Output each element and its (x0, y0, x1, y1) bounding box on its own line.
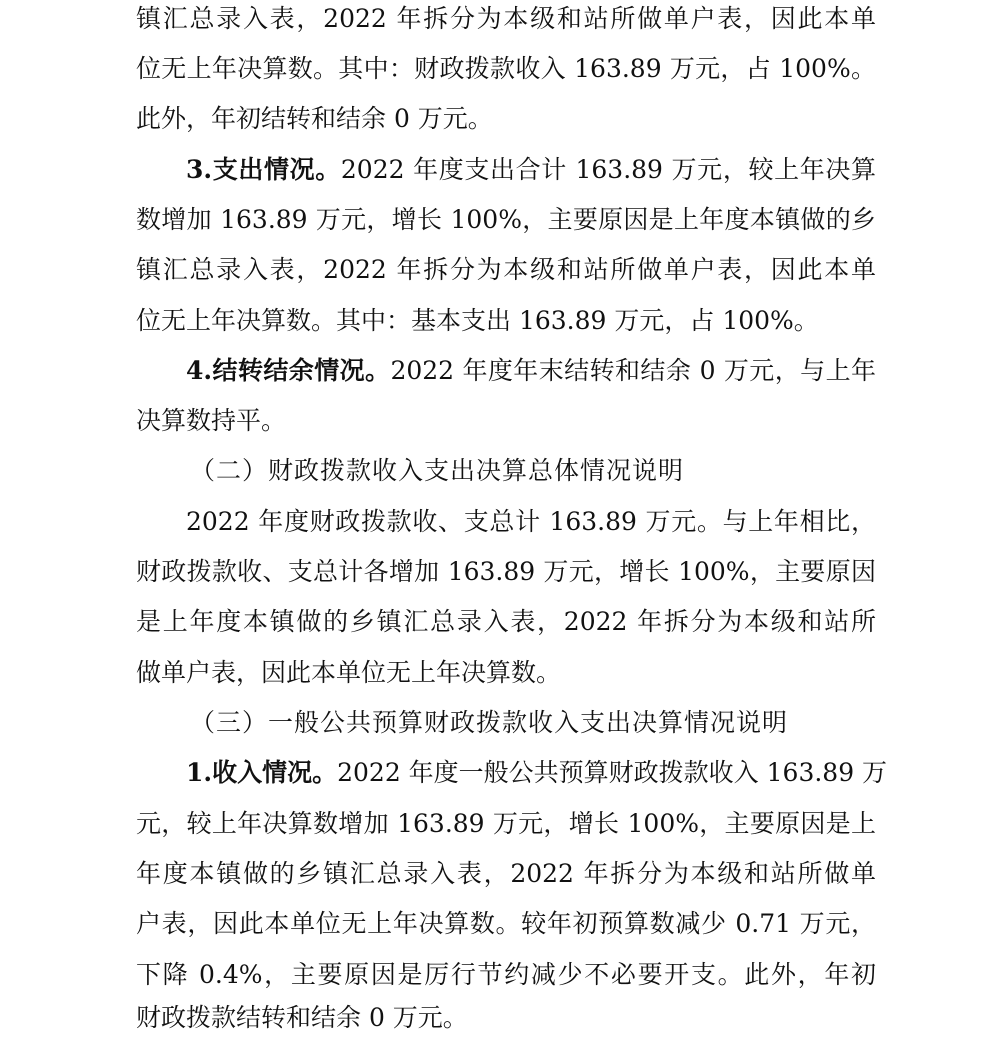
text-line: 数增加 163.89 万元，增长 100%，主要原因是上年度本镇做的乡 (136, 205, 876, 234)
text-line: 年度本镇做的乡镇汇总录入表，2022 年拆分为本级和站所做单 (136, 859, 876, 888)
paragraph-first-line (186, 748, 888, 798)
text-line: 位无上年决算数。其中：财政拨款收入 163.89 万元，占 100%。 (136, 54, 876, 83)
text-line: 财政拨款结转和结余 0 万元。 (136, 1003, 468, 1032)
text-line: 做单户表，因此本单位无上年决算数。 (136, 658, 562, 687)
text-line: 元，较上年决算数增加 163.89 万元，增长 100%，主要原因是上 (136, 809, 876, 838)
text-line: 镇汇总录入表，2022 年拆分为本级和站所做单户表，因此本单 (136, 255, 876, 284)
text-span: 2022 年度年末结转和结余 0 万元，与上年 (390, 356, 876, 385)
text-line: 下降 0.4%，主要原因是厉行节约减少不必要开支。此外，年初 (136, 960, 876, 989)
text-line: 决算数持平。 (136, 406, 287, 435)
section-lead-income: 1.收入情况。 (186, 758, 338, 787)
section-lead-expenditure: 3.支出情况。 (186, 155, 341, 184)
text-line: 此外，年初结转和结余 0 万元。 (136, 104, 493, 133)
section-lead-balance: 4.结转结余情况。 (186, 356, 391, 385)
paragraph-first-line: 2022 年度财政拨款收、支总计 163.89 万元。与上年相比， (186, 507, 876, 536)
paragraph-first-line (186, 145, 876, 195)
text-line: 镇汇总录入表，2022 年拆分为本级和站所做单户表，因此本单 (136, 4, 876, 33)
text-line: 是上年度本镇做的乡镇汇总录入表，2022 年拆分为本级和站所 (136, 607, 876, 636)
text-line: 财政拨款收、支总计各增加 163.89 万元，增长 100%，主要原因 (136, 557, 876, 586)
text-line: 位无上年决算数。其中：基本支出 163.89 万元，占 100%。 (136, 306, 819, 335)
text-span: 2022 年度一般公共预算财政拨款收入 163.89 万 (337, 758, 888, 787)
text-span: 2022 年度支出合计 163.89 万元，较上年决算 (340, 155, 876, 184)
text-line: 户表，因此本单位无上年决算数。较年初预算数减少 0.71 万元， (136, 909, 876, 938)
section-heading-3: （三）一般公共预算财政拨款收入支出决算情况说明 (190, 708, 789, 737)
section-heading-2: （二）财政拨款收入支出决算总体情况说明 (190, 456, 685, 485)
paragraph-first-line (186, 346, 876, 396)
